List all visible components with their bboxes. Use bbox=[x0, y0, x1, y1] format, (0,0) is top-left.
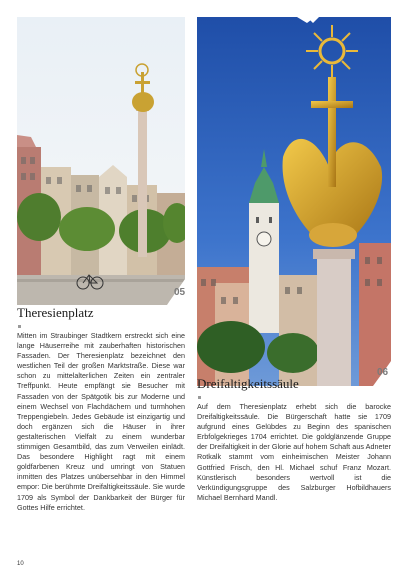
bullet-marker bbox=[18, 325, 21, 328]
photo-number-tag: 06 bbox=[377, 367, 389, 378]
section-title: Dreifaltigkeitssäule bbox=[197, 376, 299, 391]
dreifaltigkeitssaeule-section bbox=[197, 376, 391, 503]
section-body: Auf dem Theresienplatz erhebt sich die barocke Dreifaltigkeitssäule. Die Bürgerschaft hatte sie 1709 aufgrund eines Gelübdes zu Beginn des spanischen Erbfolgekrieges 1704 errichtet. Die goldglänzende Gruppe der Dreifaltigkeit in der Glorie auf hohem Schaft aus Adneter Rotkalk stammt vom einheimischen Meister Johann Gottfried Frisch, den Hl. Michael schuf Franz Mozart. Künstlerisch besonders wertvoll ist die Verkündigungsgruppe des Salzburger Hofbildhauers Michael Bernhard Mandl. bbox=[197, 402, 391, 502]
photo-number-tag: 05 bbox=[174, 287, 185, 298]
section-title: Theresienplatz bbox=[17, 305, 94, 320]
theresienplatz-photo bbox=[17, 17, 185, 305]
page-number: 10 bbox=[17, 561, 24, 567]
bullet-marker bbox=[198, 396, 201, 399]
dreifaltigkeitssaeule-photo bbox=[197, 17, 391, 386]
theresienplatz-section bbox=[17, 305, 185, 513]
section-body: Mitten im Straubinger Stadtkern erstreckt sich eine lange Häuserreihe mit zauberhaften historischen Fassaden. Der Theresienplatz bezeichnet den westlichen Teil der großen Marktstraße. Diese war schon zu mittelalterlichen Zeiten ein zentraler Treffpunkt. Heute empfängt sie Besucher mit Fassaden von der Spätgotik bis zur Moderne und einem Wechsel von Flachdächern und turmhohen Treppengiebeln. Jedes Gebäude ist einzigartig und doch ergänzen sich die Häuser in ihrer gestalterischen Vielfalt zu einem wunderbar stimmigen Gesamtbild, das zum Verweilen einlädt. Das besondere Highlight ragt mit einem goldfarbenen Kreuz und umringt von Statuen inmitten des Platzes unübersehbar in den Himmel empor: Die berühmte Dreifaltigkeitssäule. Sie wurde 1709 als Symbol der Dankbarkeit der Bürger für Gottes Hilfe errichtet. bbox=[17, 331, 185, 512]
